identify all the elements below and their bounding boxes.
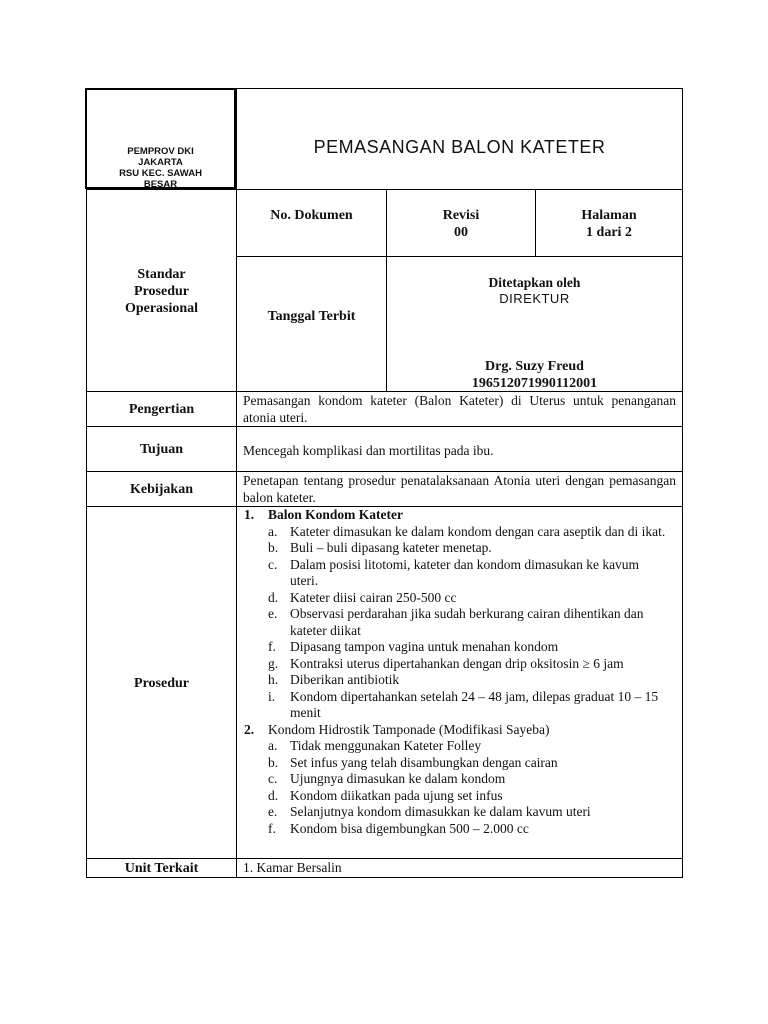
doc-number-label: No. Dokumen: [270, 208, 353, 223]
row-text-tujuan: Mencegah komplikasi dan mortilitas pada ibu.: [243, 443, 494, 458]
step-text: Observasi perdarahan jika sudah berkurang cairan dihentikan dan kateter diikat: [290, 606, 644, 638]
procedure-step: [268, 804, 678, 821]
step-text: Kondom diikatkan pada ujung set infus: [290, 787, 503, 803]
page-label: Halaman: [581, 208, 637, 223]
document-title: PEMASANGAN BALON KATETER: [313, 137, 606, 157]
signer-nip: 196512071990112001: [471, 376, 598, 391]
grid-line: [682, 88, 683, 878]
step-letter: c.: [268, 556, 278, 572]
step-letter: c.: [268, 771, 278, 786]
step-text: Kateter diisi cairan 250-500 cc: [290, 589, 457, 605]
step-letter: g.: [268, 655, 279, 671]
approved-by-role: DIREKTUR: [499, 291, 570, 306]
step-text: Selanjutnya kondom dimasukkan ke dalam kavum uteri: [290, 804, 591, 819]
step-text: Kondom dipertahankan setelah 24 – 48 jam, dilepas graduat 10 – 15 menit: [290, 688, 659, 720]
revision-cell: [387, 207, 535, 241]
step-text: Set infus yang telah disambungkan dengan cairan: [290, 754, 558, 770]
institution-line: PEMPROV DKI: [127, 146, 194, 157]
step-letter: f.: [268, 639, 276, 654]
procedure-step: [268, 821, 678, 838]
row-label-tujuan: Tujuan: [139, 442, 184, 457]
institution-line: RSU KEC. SAWAH: [119, 168, 202, 179]
revision-label: Revisi: [442, 208, 480, 223]
step-text: Kateter dimasukan ke dalam kondom dengan cara aseptik dan di ikat.: [290, 523, 666, 539]
row-label-pengertian: Pengertian: [128, 402, 195, 417]
step-letter: b.: [268, 540, 279, 555]
step-letter: d.: [268, 589, 279, 605]
procedure-section: [244, 507, 678, 524]
procedure-section: [244, 722, 678, 739]
step-letter: b.: [268, 754, 279, 770]
step-text: Dipasang tampon vagina untuk menahan kondom: [290, 639, 559, 654]
grid-line: [236, 88, 683, 89]
step-letter: f.: [268, 820, 276, 836]
grid-line: [86, 471, 683, 472]
procedure-step: [268, 771, 678, 788]
step-letter: a.: [268, 523, 278, 539]
grid-line: [236, 256, 683, 257]
grid-line: [86, 877, 683, 878]
section-title: Balon Kondom Kateter: [268, 507, 403, 522]
approved-by-label: Ditetapkan oleh: [488, 275, 581, 290]
sop-label-line: Standar: [137, 267, 186, 282]
section-title: Kondom Hidrostik Tamponade (Modifikasi Sayeba): [268, 721, 550, 737]
procedure-step: [268, 557, 678, 590]
page-value: 1 dari 2: [586, 225, 632, 240]
row-text-pengertian: Pemasangan kondom kateter (Balon Kateter) di Uterus untuk penanganan atonia uteri.: [243, 393, 676, 425]
sop-label-line: Prosedur: [134, 284, 189, 299]
grid-line: [86, 189, 683, 190]
step-letter: h.: [268, 672, 279, 687]
procedure-step: [268, 590, 678, 607]
section-number: 1.: [244, 507, 255, 522]
row-text-unit-terkait: 1. Kamar Bersalin: [243, 860, 342, 875]
step-letter: e.: [268, 606, 278, 621]
procedure-list: [244, 507, 678, 837]
revision-value: 00: [454, 225, 468, 240]
procedure-step: [268, 689, 678, 722]
step-text: Tidak menggunakan Kateter Folley: [290, 738, 482, 753]
row-label-prosedur: Prosedur: [134, 676, 189, 691]
issue-date-label: Tanggal Terbit: [267, 309, 356, 324]
institution-name: [87, 146, 234, 189]
procedure-step: [268, 524, 678, 541]
step-text: Buli – buli dipasang kateter menetap.: [290, 540, 492, 555]
grid-line: [86, 858, 683, 859]
step-text: Kontraksi uterus dipertahankan dengan drip oksitosin ≥ 6 jam: [290, 655, 624, 671]
step-text: Kondom bisa digembungkan 500 – 2.000 cc: [290, 820, 529, 836]
institution-cell: [85, 88, 236, 189]
step-text: Dalam posisi litotomi, kateter dan kondom dimasukan ke kavum uteri.: [290, 556, 640, 588]
institution-line: BESAR: [143, 179, 178, 189]
row-label-kebijakan: Kebijakan: [129, 482, 193, 497]
grid-line: [86, 426, 683, 427]
procedure-step: [268, 540, 678, 557]
step-text: Ujungnya dimasukan ke dalam kondom: [290, 771, 506, 786]
sop-label: [87, 266, 236, 317]
signer-name: Drg. Suzy Freud: [485, 359, 584, 374]
procedure-step: [268, 788, 678, 805]
institution-line: JAKARTA: [138, 157, 183, 168]
page-cell: [536, 207, 682, 241]
row-label-unit-terkait: Unit Terkait: [124, 861, 199, 876]
procedure-step: [268, 656, 678, 673]
row-text-kebijakan: Penetapan tentang prosedur penatalaksanaan Atonia uteri dengan pemasangan balon kateter.: [243, 473, 676, 505]
step-text: Diberikan antibiotik: [290, 672, 400, 687]
step-letter: i.: [268, 688, 276, 704]
procedure-step: [268, 639, 678, 656]
section-number: 2.: [244, 721, 255, 737]
sop-label-line: Operasional: [124, 301, 199, 316]
procedure-step: [268, 755, 678, 772]
procedure-step: [268, 606, 678, 639]
procedure-step: [268, 738, 678, 755]
step-letter: d.: [268, 787, 279, 803]
step-letter: a.: [268, 738, 278, 753]
procedure-step: [268, 672, 678, 689]
step-letter: e.: [268, 804, 278, 819]
